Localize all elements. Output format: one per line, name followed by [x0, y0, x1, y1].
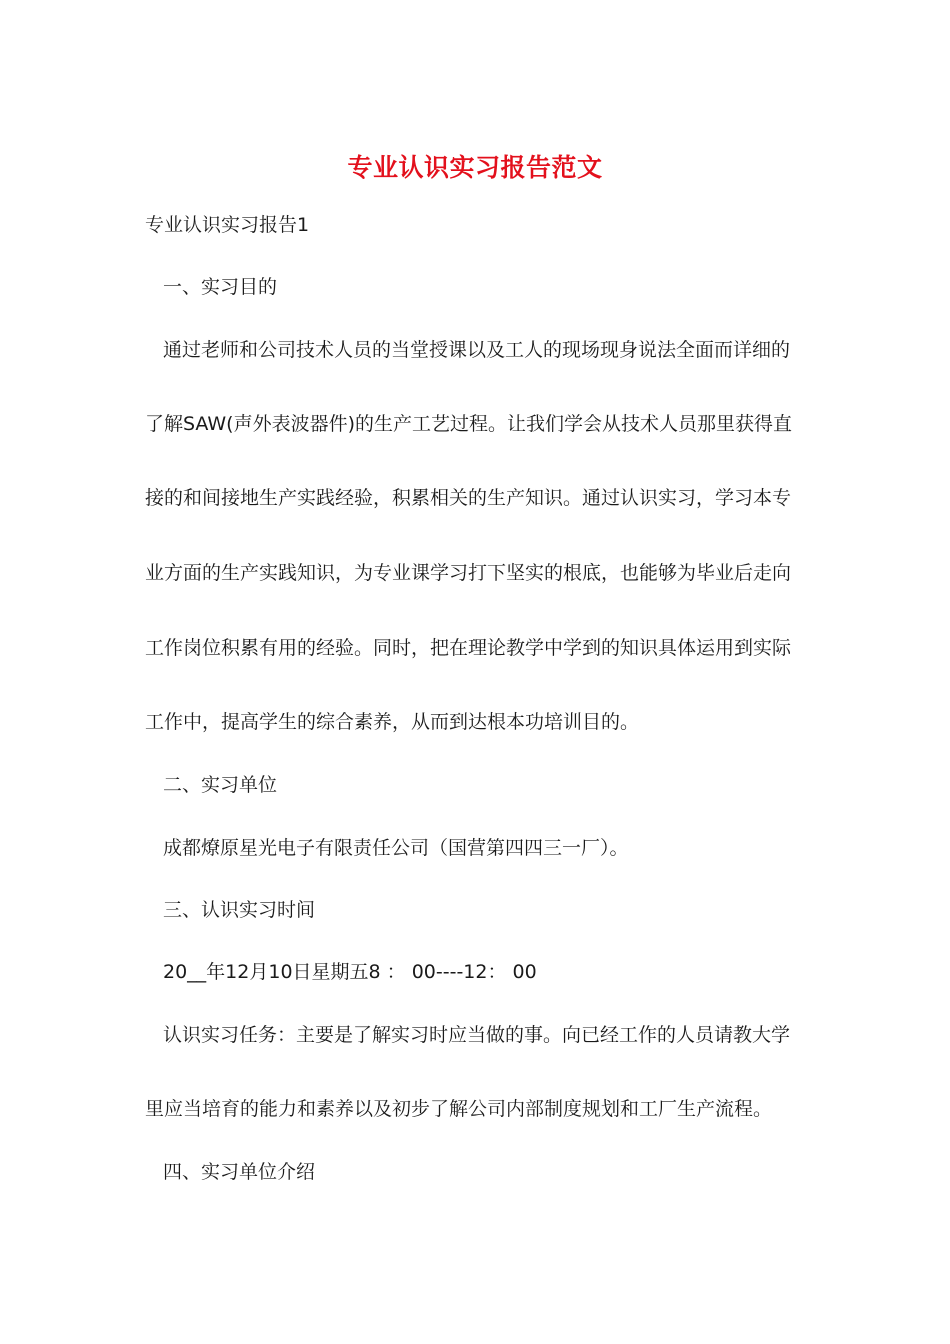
paragraph-line: 业方面的生产实践知识，为专业课学习打下坚实的根底，也能够为毕业后走向 — [145, 562, 792, 584]
paragraph-line: 了解SAW(声外表波器件)的生产工艺过程。让我们学会从技术人员那里获得直 — [145, 413, 792, 435]
section-heading-intro: 四、实习单位介绍 — [163, 1161, 316, 1183]
paragraph-line: 接的和间接地生产实践经验，积累相关的生产知识。通过认识实习，学习本专 — [145, 487, 792, 509]
paragraph-line: 认识实习任务：主要是了解实习时应当做的事。向已经工作的人员请教大学 — [163, 1024, 791, 1046]
report-heading: 专业认识实习报告1 — [145, 214, 310, 236]
paragraph-line: 工作中，提高学生的综合素养，从而到达根本功培训目的。 — [145, 711, 640, 733]
document-title: 专业认识实习报告范文 — [347, 153, 603, 182]
section-heading-purpose: 一、实习目的 — [163, 276, 278, 298]
section-heading-unit: 二、实习单位 — [163, 774, 278, 796]
internship-time: 20__年12月10日星期五8 ： 00----12： 00 — [163, 961, 537, 983]
unit-name: 成都燎原星光电子有限责任公司（国营第四四三一厂）。 — [163, 837, 629, 859]
section-heading-time: 三、认识实习时间 — [163, 899, 316, 921]
paragraph-line: 工作岗位积累有用的经验。同时，把在理论教学中学到的知识具体运用到实际 — [145, 637, 792, 659]
paragraph-line: 通过老师和公司技术人员的当堂授课以及工人的现场现身说法全面而详细的 — [163, 339, 791, 361]
paragraph-line: 里应当培育的能力和素养以及初步了解公司内部制度规划和工厂生产流程。 — [145, 1098, 773, 1120]
